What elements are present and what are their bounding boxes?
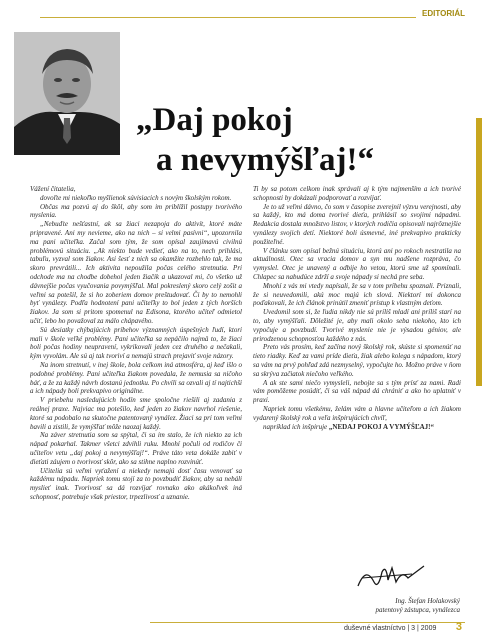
paragraph: Uvedomil som si, že ľudia nikdy nie sú príliš mladí ani príliš starí na to, aby vymýšľali. Dôležité je, aby mali okolo seba niekoho, kto ich vypočuje a povzbudí. Tvorivé myslenie nie je výsadou géniov, ale prirodzenou schopnosťou každého z nás. [253, 308, 461, 343]
author-name: Ing. Štefan Holakovský [395, 597, 460, 605]
article-column-right [253, 185, 461, 565]
paragraph: Napriek tomu všetkému, želám vám a hlavne učiteľom a ich žiakom vydarený školský rok a veľa inšpirujúcich chvíľ, [253, 404, 461, 422]
paragraph: dovoľte mi niekoľko myšlienok súvisiacich s novým školským rokom. [40, 193, 232, 202]
author-photo [14, 32, 120, 155]
page-number: 3 [455, 621, 462, 633]
paragraph: Občas ma pozvú aj do škôl, aby som im priblížil postupy tvorivého myslenia. [30, 202, 242, 220]
paragraph: V článku som opísal bežnú situáciu, ktorú ani po rokoch nestratila na aktuálnosti. Otec sa vracia domov a syn mu nadšene rozpráva, čo vymyslel. Otec je unavený a odbije ho vetou, ktorú sme už spomínali. Chlapec sa nabudúce zdrží a svoje nápady si nechá pre seba. [253, 246, 461, 281]
signature-block [375, 597, 460, 615]
article-column-left [30, 185, 242, 613]
paragraph: Učitelia sú veľmi vyťažení a niekedy nemajú dosť času venovať sa každému nápadu. Napriek tomu stojí za to povzbudiť žiakov, aby sa nebáli myslieť inak. Tvorivosť sa dá rozvíjať rovnako ako akákoľvek iná schopnosť, potrebuje však priestor, trpezlivosť a uznanie. [30, 466, 242, 501]
page-footer [0, 616, 482, 640]
publication-info: duševné vlastníctvo | 3 | 2009 [344, 625, 437, 632]
section-label: EDITORIÁL [416, 9, 465, 18]
closing-highlight: „NEDAJ POKOJ A VYMÝŠĽAJ!“ [328, 422, 434, 431]
closing-paragraph [253, 423, 461, 432]
paragraph: Preto vás prosím, keď začína nový školský rok, skúste si spomenúť na tieto riadky. Keď za vami príde dieťa, žiak alebo kolega s nápadom, ktorý sa vám na prvý pohľad zdá nezmyselný, vypočujte ho. Možno práve v ňom sa skrýva začiatok niečoho veľkého. [253, 343, 461, 378]
paragraph: Mnohí z vás mi vtedy napísali, že sa v tom príbehu spoznali. Priznali, že si neuvedomili, akú moc majú ich slová. Niektorí mi dokonca poďakovali, že ich článok prinútil zmeniť prístup k vlastným deťom. [253, 281, 461, 308]
handwritten-signature [352, 560, 432, 594]
paragraph: A ak ste sami niečo vymysleli, nebojte sa s tým prísť za nami. Radi vám pomôžeme posúdiť, či sa váš nápad dá chrániť a ako ho uplatniť v praxi. [253, 378, 461, 405]
greeting: Vážení čitatelia, [30, 185, 76, 193]
title-line-1: „Daj pokoj [136, 102, 293, 138]
paragraph: Je to už veľmi dávno, čo som v časopise zverejnil výzvu verejnosti, aby sa každý, kto má doma tvorivé dieťa, prihlásil so svojimi nápadmi. Redakcia dostala množstvo listov, v ktorých rodičia opisovali najrôznejšie vynálezy svojich detí. Niektoré boli úsmevné, iné prekvapivo prakticky použiteľné. [253, 202, 461, 246]
header-rule [40, 17, 465, 18]
paragraph: „Nebuďte nešťastní, ak sa žiaci nezapoja do aktivít, ktoré máte pripravené. Ani my nevieme, ako na nich – si velmi pasívni“, upozornila ma pani učiteľka. Začal som tým, že som opísal zaujímavú civilnú problémovú situáciu. „Ak niekto bude vedieť, ako na to, nech prihlási, tabuľu, vyzval som žiakov. Asi šesť z nich sa okamžite rozbehlo tak, že ma skoro prevrátili... Ich aktivita nepoužila počas celého stretnutia. Pri odchode ma na chodbe dobehol jeden žiačik a ukazoval mi, čo všetko už dávnejšie počas vyučovania povymýšľal. Mal pokreslený skoro celý zošit a veľmi sa potešil, že si ho zoberiem domov preštudovať. Či by to nemohli byť vynálezy. Podľa hodnotení pani učiteľky to bol jeden z tých horších žiakov. Ja som si pritom spomenul na Edisona, ktorého učiteľ odmietol učiť, lebo ho považoval za málo chápavého. [30, 220, 242, 325]
paragraph: Na inom stretnutí, v inej škole, bola celkom iná atmosféra, aj keď išlo o podobné problémy. Pani učiteľka žiakom povedala, že nemusia sa ničoho báť, a že za každý návrh dostanú jednotku. Po chvíli sa ozvali aj tí najtichší a ich nápady boli prekvapivo originálne. [30, 360, 242, 396]
paragraph: Ti by sa potom celkom inak správali aj k tým najmenším a ich tvorivé schopnosti by dokázali podporovať a rozvíjať. [253, 185, 461, 202]
accent-sidebar-bar [476, 118, 482, 386]
paragraph: Na záver stretnutia som sa spýtal, či sa im stalo, že ich niekto za ich nápad pokarhal. Takmer všetci zdvihli ruku. Mnohí počuli od rodičov či učiteľov vetu „daj pokoj a nevymýšľaj!“. Práve táto veta dokáže zabiť v dieťati záujem o tvorivosť skôr, ako sa stihne naplno rozvinúť. [30, 431, 242, 466]
author-role: patentový zástupca, vynálezca [375, 606, 460, 614]
title-line-2: a nevymýšľaj!“ [156, 142, 375, 178]
closing-prefix: napríklad ich inšpiruje [263, 422, 329, 431]
paragraph: V priebehu nasledujúcich hodín sme spoločne riešili aj zadania z reálnej praxe. Najviac ma potešilo, keď jeden zo žiakov navrhol riešenie, ktoré sa podobalo na skutočne patentovaný vynález. Žiaci sa pri tom veľmi bavili a zistili, že vymýšľať môže naozaj každý. [30, 396, 242, 431]
author-portrait-image [14, 32, 120, 155]
article-title [136, 100, 374, 180]
paragraph: Sú desiatky chýbajúcich príbehov významných úspešných ľudí, ktorí mali v škole veľké problémy. Pani učiteľka sa nepáčilo najmä to, že žiaci boli počas hodiny neupravení, vykrikovali jeden cez druhého a nečakali, kým vyvolám. Ale sú aj tak tvoriví a nemajú strach prejaviť svoje názory. [30, 325, 242, 361]
footer-rule [150, 622, 465, 623]
